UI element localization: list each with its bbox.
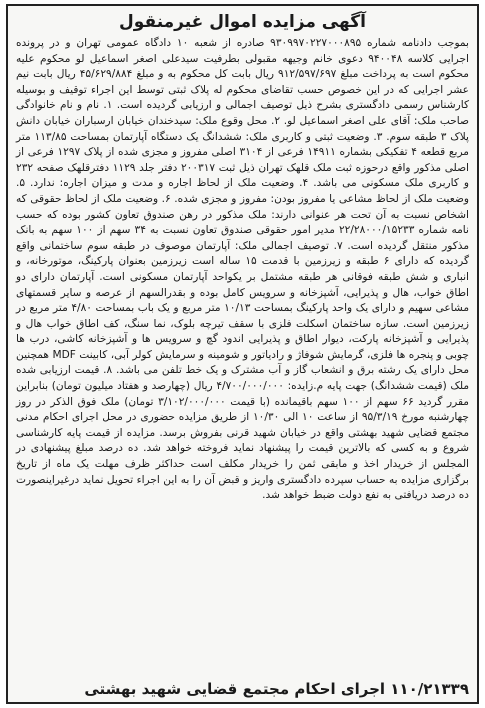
auction-notice xyxy=(6,4,479,704)
notice-footer: ۱۱۰/۲۱۳۳۹ اجرای احکام مجتمع قضایی شهید بهشتی xyxy=(84,680,469,698)
notice-body: بموجب دادنامه شماره ۹۳۰۹۹۷۰۲۲۷۰۰۰۸۹۵ صادره از شعبه ۱۰ دادگاه عمومی تهران و در پرونده اجرایی کلاسه ۹۴۰۰۴۸ دعوی خانم وجیهه مقبولی بطرفیت سیدعلی اصغر اسماعیل لو محکوم علیه محکوم است به پرداخت مبلغ ۹۱۲/۵۹۷/۶۹۷ ریال بابت کل محکوم به و مبلغ ۴۵/۶۲۹/۸۸۴ ریال بابت نیم عشر اجرایی که در این خصوص حسب تقاضای محکوم له پلاک ثبتی توسط این اجراء توقیف و بوسیله کارشناس رسمی دادگستری بشرح ذیل توصیف اجمالی و ارزیابی گردیده است. ۱. نام و نام خانوادگی صاحب ملک: آقای علی اصغر اسماعیل لو. ۲. محل وقوع ملک: سیدخندان خیابان ارسباران خیابان دانش پلاک ۳ طبقه سوم. ۳. وضعیت ثبتی و کاربری ملک: ششدانگ یک دستگاه آپارتمان بمساحت ۱۱۳/۸۵ متر مربع قطعه ۴ تفکیکی بشماره ۱۴۹۱۱ فرعی از ۳۱۰۴ اصلی مفروز و مجزی شده از پلاک ۱۲۹۷ فرعی از اصلی مذکور واقع درحوزه ثبت ملک قلهک تهران ذیل ثبت ۲۰۰۳۱۷ دفتر جلد ۱۱۲۹ دفترقلهک صفحه ۲۳۲ و کاربری ملک مسکونی می باشد. ۴. وضعیت ملک از لحاظ اجاره و مدت و میزان اجاره: ندارد. ۵. وضعیت ملک از لحاظ مشاعی یا مفروز بودن: مفروز و مجزی شده. ۶. وضعیت ملک از لحاظ حقوقی که اشخاص نسبت به آن تحت هر عنوانی دارند: ملک مذکور در رهن صندوق تعاون کشور بوده که حسب نامه شماره ۲۲/۲۸۰۰۰/۱۵۲۳۳ مدیر امور حقوقی صندوق تعاون نسبت به ۳۴ سهم از ۱۰۰ سهم به بانک مذکور منتقل گردیده است. ۷. توصیف اجمالی ملک: آپارتمان موصوف در طبقه سوم ساختمانی واقع گردیده که دارای ۶ طبقه و زیرزمین با قدمت ۱۵ ساله است زیرزمین بعنوان پارکینگ، موتورخانه، و انباری و شش طبقه فوقانی هر طبقه مشتمل بر یکواحد آپارتمان مسکونی است. آپارتمان دارای دو اطاق خواب، هال و پذیرایی، آشپزخانه و سرویس کامل بوده و بقدرالسهم از عرصه و سایر قسمتهای مشاعی سهیم و دارای یک واحد پارکینگ بمساحت ۱۰/۱۳ متر مربع و یک باب بمساحت ۴/۸۰ متر مربع در زیرزمین است. سازه ساختمان اسکلت فلزی با سقف تیرچه بلوک، نما سنگ، کف اطاق خواب هال و پذیرایی و آشپزخانه پارکت، دیوار اطاق و پذیرایی اندود گچ و سرویس ها و آشپزخانه کاشی، درب ها چوبی و پنجره ها فلزی، گرمایش شوفاژ و رادیاتور و شومینه و سرمایش کولر آبی، کابینت MDF همچنین محل دارای یک رشته برق و انشعاب گاز و آب مشترک و یک خط تلفن می باشد. ۸. قیمت ارزیابی شده ملک (قیمت ششدانگ) جهت پایه م.زایده: ۴/۷۰۰/۰۰۰/۰۰۰ ریال (چهارصد و هفتاد میلیون تومان) بنابراین مقرر گردید ۶۶ سهم از ۱۰۰ سهم باقیمانده (با قیمت ۳/۱۰۲/۰۰۰/۰۰۰ تومان) ملک فوق الذکر در روز چهارشنبه مورخ ۹۵/۳/۱۹ از ساعت ۱۰ الی ۱۰/۳۰ از طریق مزایده حضوری در محل اجرای احکام مدنی مجتمع قضایی شهید بهشتی واقع در خیابان شهید قرنی بفروش برسد. مزایده از قیمت پایه کارشناسی شروع و به کسی که بالاترین قیمت را پیشنهاد نماید فروخته خواهد شد. ده درصد مبلغ پیشنهادی در المجلس از خریدار اخذ و مابقی ثمن را خریدار مکلف است حداکثر ظرف مهلت یک ماه از تاریخ برگزاری مزایده به حساب سپرده دادگستری واریز و قبض آن را به این اجراء تحویل نماید درغیراینصورت ده درصد دریافتی به نفع دولت ضبط خواهد شد. xyxy=(16,37,470,502)
notice-title: آگهی مزایده اموال غیرمنقول xyxy=(119,12,366,32)
